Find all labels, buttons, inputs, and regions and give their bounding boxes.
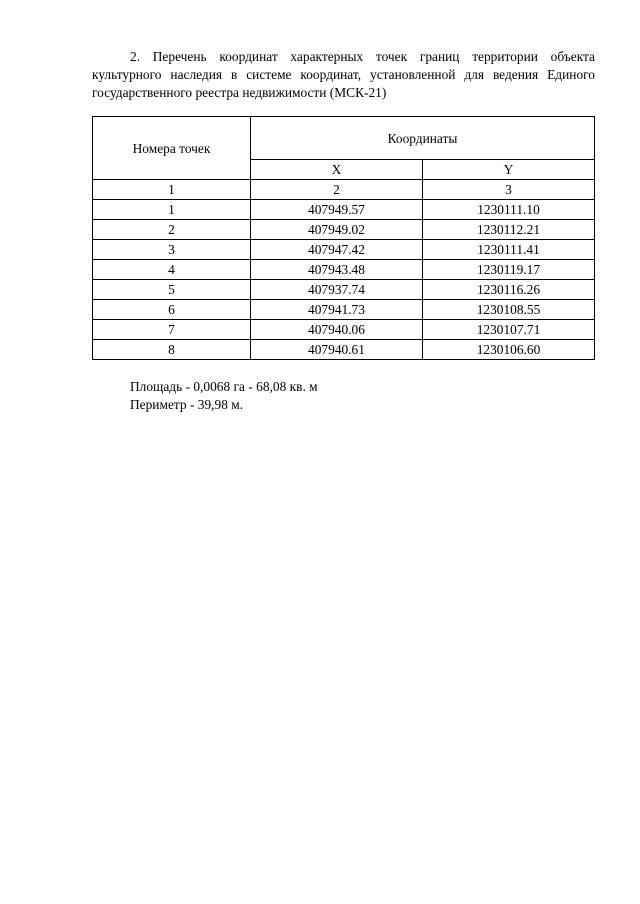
table-row	[93, 340, 595, 360]
coord-x: 407949.57	[251, 200, 423, 220]
table-row	[93, 220, 595, 240]
table-row	[93, 260, 595, 280]
coord-x: 407941.73	[251, 300, 423, 320]
point-number: 2	[93, 220, 251, 240]
header-y: Y	[423, 160, 595, 180]
coord-x: 407940.06	[251, 320, 423, 340]
coord-y: 1230106.60	[423, 340, 595, 360]
coord-y: 1230116.26	[423, 280, 595, 300]
table-row	[93, 280, 595, 300]
point-number: 4	[93, 260, 251, 280]
column-numbering-row	[93, 180, 595, 200]
column-number-2: 2	[251, 180, 423, 200]
perimeter-text: Периметр - 39,98 м.	[130, 397, 244, 412]
coord-x: 407947.42	[251, 240, 423, 260]
header-coordinates: Координаты	[251, 117, 595, 160]
point-number: 3	[93, 240, 251, 260]
column-number-1: 1	[93, 180, 251, 200]
table-header-row	[93, 117, 595, 160]
column-number-3: 3	[423, 180, 595, 200]
table-row	[93, 240, 595, 260]
coord-x: 407937.74	[251, 280, 423, 300]
coord-x: 407943.48	[251, 260, 423, 280]
point-number: 1	[93, 200, 251, 220]
coord-y: 1230111.41	[423, 240, 595, 260]
header-x: X	[251, 160, 423, 180]
coord-y: 1230112.21	[423, 220, 595, 240]
summary-block	[130, 378, 318, 414]
coord-y: 1230119.17	[423, 260, 595, 280]
area-text: Площадь - 0,0068 га - 68,08 кв. м	[130, 379, 318, 394]
point-number: 5	[93, 280, 251, 300]
coord-x: 407949.02	[251, 220, 423, 240]
coord-y: 1230107.71	[423, 320, 595, 340]
coord-x: 407940.61	[251, 340, 423, 360]
point-number: 7	[93, 320, 251, 340]
table-row	[93, 320, 595, 340]
intro-paragraph: 2. Перечень координат характерных точек границ территории объекта культурного наследия в системе координат, установленной для ведения Единого государственного реестра недвижимости (МСК-21)	[92, 49, 595, 100]
point-number: 6	[93, 300, 251, 320]
header-point-numbers: Номера точек	[93, 117, 251, 180]
coordinates-table	[92, 116, 595, 360]
coord-y: 1230111.10	[423, 200, 595, 220]
table-row	[93, 200, 595, 220]
coord-y: 1230108.55	[423, 300, 595, 320]
table-row	[93, 300, 595, 320]
point-number: 8	[93, 340, 251, 360]
